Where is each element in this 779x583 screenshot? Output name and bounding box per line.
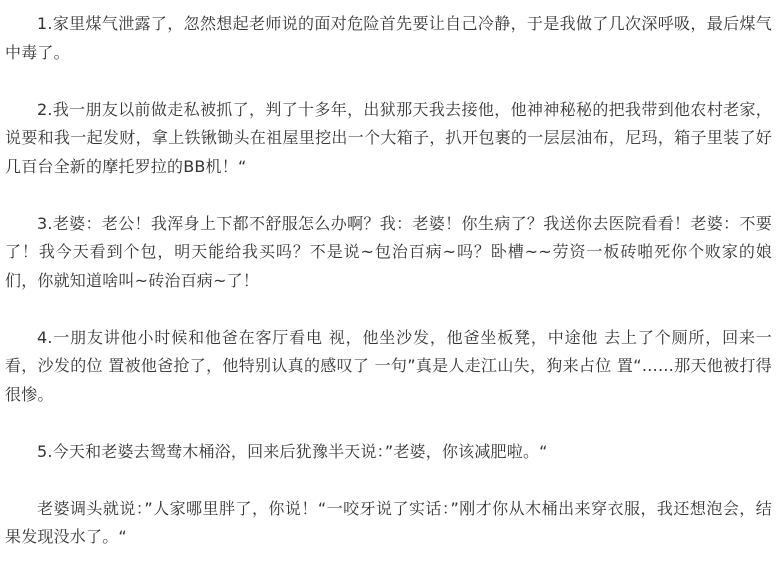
paragraph-4: 4.一朋友讲他小时候和他爸在客厅看电 视，他坐沙发，他爸坐板凳，中途他 去上了个厕所，回来一看，沙发的位 置被他爸抢了，他特别认真的感叹了 一句”真是人走江山失，狗来占位 置“……那天他被打得很惨。 <box>5 327 772 404</box>
article-body <box>5 0 772 580</box>
paragraph-6: 老婆调头就说：”人家哪里胖了，你说！“一咬牙说了实话：”刚才你从木桶出来穿衣服，我还想泡会，结果发现没水了。“ <box>5 498 772 546</box>
paragraph-3: 3.老婆：老公！我浑身上下都不舒服怎么办啊？我：老婆！你生病了？我送你去医院看看！老婆：不要了！我今天看到个包，明天能给我买吗？不是说~包治百病~吗？卧槽~~劳资一板砖啪死你个败家的娘们，你就知道啥叫~砖治百病~了！ <box>5 213 772 290</box>
paragraph-1: 1.家里煤气泄露了，忽然想起老师说的面对危险首先要让自己冷静，于是我做了几次深呼吸，最后煤气中毒了。 <box>5 14 772 62</box>
paragraph-2: 2.我一朋友以前做走私被抓了，判了十多年，出狱那天我去接他，他神神秘秘的把我带到他农村老家，说要和我一起发财，拿上铁锹锄头在祖屋里挖出一个大箱子，扒开包裹的一层层油布，尼玛，箱子里装了好几百台全新的摩托罗拉的BB机！“ <box>5 99 772 176</box>
paragraph-5: 5.今天和老婆去鸳鸯木桶浴，回来后犹豫半天说：”老婆，你该减肥啦。“ <box>37 441 548 461</box>
